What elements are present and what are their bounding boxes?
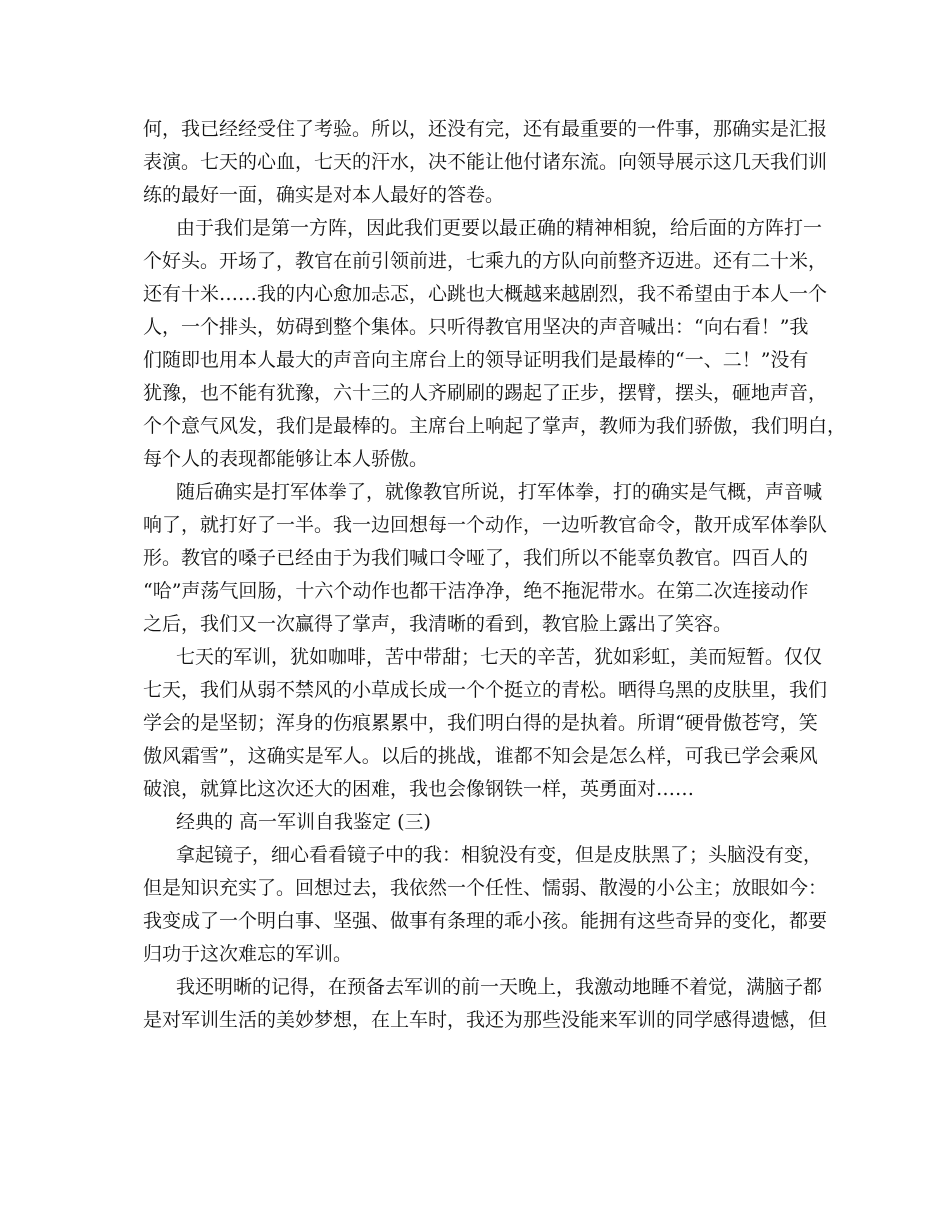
text-line: 响了，就打好了一半。我一边回想每一个动作，一边听教官命令，散开成军体拳队 [143,514,828,536]
text-line: 犹豫，也不能有犹豫，六十三的人齐刷刷的踢起了正步，摆臂，摆头，砸地声音， [143,382,828,404]
text-line: 傲风霜雪”，这确实是军人。以后的挑战，谁都不知会是怎么样，可我已学会乘风 [143,745,818,767]
text-line: 个好头。开场了，教官在前引领前进，七乘九的方队向前整齐迈进。还有二十米， [143,250,828,272]
text-line: 拿起镜子，细心看看镜子中的我：相貌没有变，但是皮肤黑了；头脑没有变， [176,844,823,866]
text-line: 归功于这次难忘的军训。 [143,943,353,965]
text-line: 每个人的表现都能够让本人骄傲。 [143,448,429,470]
text-line: 我变成了一个明白事、坚强、做事有条理的乖小孩。能拥有这些奇异的变化，都要 [143,910,828,932]
text-line: 我还明晰的记得，在预备去军训的前一天晚上，我激动地睡不着觉，满脑子都 [176,976,823,998]
text-line: 们随即也用本人最大的声音向主席台上的领导证明我们是最棒的“一、二！”没有 [143,349,809,371]
text-line: 是对军训生活的美妙梦想，在上车时，我还为那些没能来军训的同学感得遗憾，但 [143,1009,828,1031]
text-line: 随后确实是打军体拳了，就像教官所说，打军体拳，打的确实是气概，声音喊 [176,481,823,503]
text-line: 破浪，就算比这次还大的困难，我也会像钢铁一样，英勇面对…… [143,778,695,800]
text-line: 但是知识充实了。回想过去，我依然一个任性、懦弱、散漫的小公主；放眼如今： [143,877,828,899]
text-line: 表演。七天的心血，七天的汗水，决不能让他付诸东流。向领导展示这几天我们训 [143,151,828,173]
section-heading: 经典的 高一军训自我鉴定 (三) [176,811,431,833]
text-line: 之后，我们又一次赢得了掌声，我清晰的看到，教官脸上露出了笑容。 [143,613,733,635]
text-line: “哈”声荡气回肠，十六个动作也都干洁净净，绝不拖泥带水。在第二次连接动作 [143,580,809,602]
document-body [143,113,847,1037]
text-line: 七天，我们从弱不禁风的小草成长成一个个挺立的青松。晒得乌黑的皮肤里，我们 [143,679,828,701]
text-line: 七天的军训，犹如咖啡，苦中带甜；七天的辛苦，犹如彩虹，美而短暂。仅仅 [176,646,823,668]
text-line: 何，我已经经受住了考验。所以，还没有完，还有最重要的一件事，那确实是汇报 [143,118,828,140]
text-line: 个个意气风发，我们是最棒的。主席台上响起了掌声，教师为我们骄傲，我们明白， [143,415,847,437]
text-line: 练的最好一面，确实是对本人最好的答卷。 [143,184,505,206]
text-line: 由于我们是第一方阵，因此我们更要以最正确的精神相貌，给后面的方阵打一 [176,217,823,239]
text-line: 还有十米……我的内心愈加忐忑，心跳也大概越来越剧烈，我不希望由于本人一个 [143,283,828,305]
text-line: 人，一个排头，妨碍到整个集体。只听得教官用坚决的声音喊出：“向右看！”我 [143,316,809,338]
text-line: 学会的是坚韧；浑身的伤痕累累中，我们明白得的是执着。所谓“硬骨傲苍穹，笑 [143,712,818,734]
text-line: 形。教官的嗓子已经由于为我们喊口令哑了，我们所以不能辜负教官。四百人的 [143,547,809,569]
